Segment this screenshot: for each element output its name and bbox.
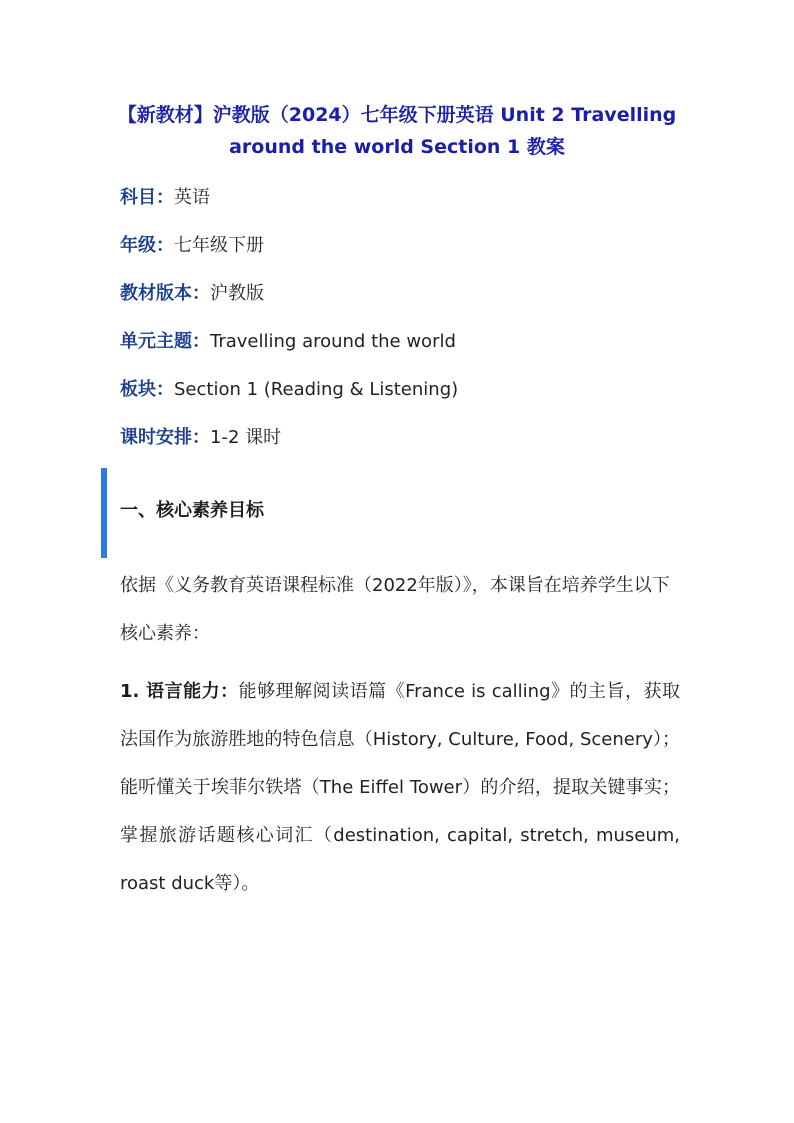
meta-label: 课时安排： [120,427,210,448]
meta-value: 七年级下册 [174,235,264,256]
goal-label: 1. 语言能力： [120,681,239,702]
meta-label: 板块： [120,379,174,400]
meta-label: 科目： [120,187,174,208]
goal-paragraph-language-ability [120,668,680,908]
section-intro-paragraph: 依据《义务教育英语课程标准（2022年版）》，本课旨在培养学生以下核心素养： [120,575,670,644]
meta-value: Travelling around the world [210,331,456,352]
meta-value: Section 1 (Reading & Listening) [174,379,459,400]
meta-value: 1-2 课时 [210,427,282,448]
meta-value: 英语 [174,187,210,208]
meta-subject [120,186,210,210]
meta-grade [120,234,264,258]
meta-unit-theme [120,330,456,354]
meta-label: 年级： [120,235,174,256]
meta-module [120,378,458,402]
meta-label: 单元主题： [120,331,210,352]
meta-class-hours [120,426,281,450]
meta-textbook-version [120,282,264,306]
section-heading: 一、核心素养目标 [120,500,264,521]
meta-value: 沪教版 [210,283,264,304]
meta-label: 教材版本： [120,283,210,304]
section-accent-bar [101,468,107,558]
goal-text: 能够理解阅读语篇《France is calling》的主旨，获取法国作为旅游胜地的特色信息（History, Culture, Food, Scenery）；能听懂关于埃菲尔铁塔（The Eiffel Tower）的介绍，提取关键事实；掌握旅游话题核心词汇（destination, capital, stretch, museum, roast duck等）。 [120,681,680,894]
document-title: 【新教材】沪教版（2024）七年级下册英语 Unit 2 Travelling around the world Section 1 教案 [117,104,677,158]
